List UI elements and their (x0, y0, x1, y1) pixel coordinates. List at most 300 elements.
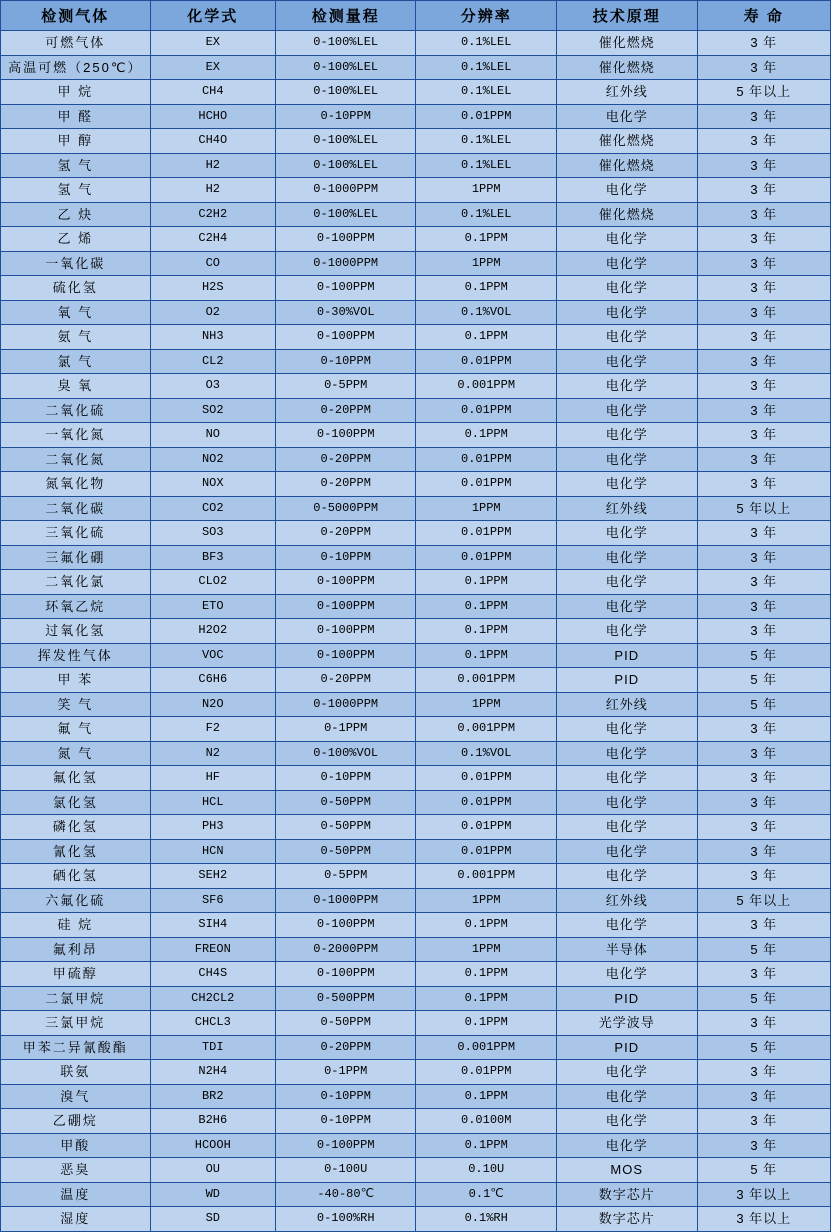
cell-detection-range: 0-30%VOL (275, 300, 416, 325)
cell-detection-range: 0-1000PPM (275, 251, 416, 276)
cell-technical-principle: 数字芯片 (556, 1182, 697, 1207)
cell-chemical-formula: H2 (150, 153, 275, 178)
cell-technical-principle: PID (556, 1035, 697, 1060)
cell-resolution: 0.10U (416, 1158, 557, 1183)
cell-lifetime: 3 年 (697, 521, 831, 546)
cell-detection-range: 0-100PPM (275, 643, 416, 668)
cell-technical-principle: 电化学 (556, 790, 697, 815)
cell-resolution: 0.1%LEL (416, 202, 557, 227)
cell-lifetime: 3 年 (697, 325, 831, 350)
cell-resolution: 0.1PPM (416, 227, 557, 252)
cell-chemical-formula: O2 (150, 300, 275, 325)
cell-lifetime: 5 年 (697, 937, 831, 962)
table-row (1, 202, 831, 227)
cell-chemical-formula: SO3 (150, 521, 275, 546)
cell-detection-range: 0-10PPM (275, 766, 416, 791)
cell-resolution: 1PPM (416, 888, 557, 913)
cell-gas-name: 一氧化碳 (1, 251, 151, 276)
cell-lifetime: 3 年 (697, 619, 831, 644)
table-row (1, 766, 831, 791)
cell-detection-range: 0-100PPM (275, 325, 416, 350)
table-row (1, 913, 831, 938)
table-row (1, 692, 831, 717)
table-row (1, 153, 831, 178)
cell-detection-range: 0-100%LEL (275, 80, 416, 105)
cell-gas-name: 乙 炔 (1, 202, 151, 227)
cell-lifetime: 3 年 (697, 447, 831, 472)
cell-resolution: 0.001PPM (416, 864, 557, 889)
cell-technical-principle: 数字芯片 (556, 1207, 697, 1232)
cell-technical-principle: 电化学 (556, 104, 697, 129)
cell-lifetime: 5 年 (697, 1035, 831, 1060)
cell-lifetime: 3 年 (697, 472, 831, 497)
cell-chemical-formula: WD (150, 1182, 275, 1207)
cell-chemical-formula: F2 (150, 717, 275, 742)
cell-resolution: 0.1PPM (416, 986, 557, 1011)
cell-resolution: 0.1%LEL (416, 153, 557, 178)
cell-technical-principle: 电化学 (556, 1060, 697, 1085)
cell-lifetime: 3 年 (697, 55, 831, 80)
cell-gas-name: 甲 烷 (1, 80, 151, 105)
cell-resolution: 1PPM (416, 692, 557, 717)
cell-detection-range: 0-20PPM (275, 521, 416, 546)
cell-detection-range: 0-2000PPM (275, 937, 416, 962)
cell-chemical-formula: HCOOH (150, 1133, 275, 1158)
cell-lifetime: 3 年 (697, 178, 831, 203)
cell-chemical-formula: HCHO (150, 104, 275, 129)
table-row (1, 570, 831, 595)
cell-resolution: 0.1PPM (416, 594, 557, 619)
cell-technical-principle: 催化燃烧 (556, 31, 697, 56)
table-row (1, 129, 831, 154)
cell-chemical-formula: CH4S (150, 962, 275, 987)
cell-gas-name: 溴气 (1, 1084, 151, 1109)
cell-chemical-formula: C2H2 (150, 202, 275, 227)
cell-technical-principle: 电化学 (556, 815, 697, 840)
cell-lifetime: 3 年 (697, 300, 831, 325)
cell-detection-range: 0-50PPM (275, 815, 416, 840)
cell-technical-principle: 电化学 (556, 913, 697, 938)
cell-chemical-formula: O3 (150, 374, 275, 399)
cell-lifetime: 3 年 (697, 1084, 831, 1109)
cell-resolution: 0.1PPM (416, 913, 557, 938)
cell-gas-name: 硅 烷 (1, 913, 151, 938)
table-row (1, 839, 831, 864)
cell-resolution: 0.1%LEL (416, 129, 557, 154)
cell-detection-range: 0-20PPM (275, 472, 416, 497)
cell-detection-range: 0-100PPM (275, 570, 416, 595)
cell-gas-name: 二氧化碳 (1, 496, 151, 521)
cell-detection-range: 0-100PPM (275, 594, 416, 619)
cell-detection-range: 0-5PPM (275, 374, 416, 399)
cell-gas-name: 二氧化氮 (1, 447, 151, 472)
cell-detection-range: 0-100%LEL (275, 129, 416, 154)
table-header (1, 1, 831, 31)
cell-detection-range: 0-10PPM (275, 104, 416, 129)
cell-technical-principle: PID (556, 986, 697, 1011)
cell-detection-range: 0-10PPM (275, 545, 416, 570)
cell-detection-range: 0-1000PPM (275, 692, 416, 717)
cell-lifetime: 3 年 (697, 717, 831, 742)
cell-resolution: 0.001PPM (416, 668, 557, 693)
cell-detection-range: 0-100%LEL (275, 202, 416, 227)
table-row (1, 104, 831, 129)
cell-technical-principle: 电化学 (556, 619, 697, 644)
cell-detection-range: 0-1PPM (275, 1060, 416, 1085)
cell-lifetime: 3 年 (697, 227, 831, 252)
table-row (1, 962, 831, 987)
column-header-principle: 技术原理 (556, 1, 697, 31)
cell-chemical-formula: H2O2 (150, 619, 275, 644)
cell-resolution: 0.1PPM (416, 1084, 557, 1109)
cell-detection-range: 0-500PPM (275, 986, 416, 1011)
table-row (1, 717, 831, 742)
cell-chemical-formula: FREON (150, 937, 275, 962)
cell-detection-range: 0-100PPM (275, 276, 416, 301)
cell-chemical-formula: N2H4 (150, 1060, 275, 1085)
cell-technical-principle: 催化燃烧 (556, 129, 697, 154)
table-row (1, 741, 831, 766)
cell-technical-principle: 电化学 (556, 1109, 697, 1134)
cell-resolution: 0.001PPM (416, 1035, 557, 1060)
table-row (1, 325, 831, 350)
cell-resolution: 0.01PPM (416, 1060, 557, 1085)
cell-chemical-formula: C2H4 (150, 227, 275, 252)
cell-resolution: 0.1%LEL (416, 55, 557, 80)
cell-gas-name: 六氟化硫 (1, 888, 151, 913)
cell-detection-range: 0-10PPM (275, 349, 416, 374)
cell-lifetime: 5 年 (697, 692, 831, 717)
cell-chemical-formula: H2 (150, 178, 275, 203)
cell-detection-range: 0-20PPM (275, 668, 416, 693)
cell-lifetime: 3 年 (697, 815, 831, 840)
cell-technical-principle: 电化学 (556, 1084, 697, 1109)
column-header-range: 检测量程 (275, 1, 416, 31)
cell-lifetime: 5 年以上 (697, 888, 831, 913)
column-header-resolution: 分辨率 (416, 1, 557, 31)
cell-gas-name: 氟 气 (1, 717, 151, 742)
cell-chemical-formula: TDI (150, 1035, 275, 1060)
cell-resolution: 0.01PPM (416, 104, 557, 129)
cell-technical-principle: 红外线 (556, 80, 697, 105)
cell-chemical-formula: CO (150, 251, 275, 276)
cell-chemical-formula: PH3 (150, 815, 275, 840)
cell-lifetime: 3 年以上 (697, 1207, 831, 1232)
cell-lifetime: 3 年 (697, 1133, 831, 1158)
cell-chemical-formula: N2O (150, 692, 275, 717)
cell-lifetime: 3 年 (697, 594, 831, 619)
cell-gas-name: 氨 气 (1, 325, 151, 350)
column-header-formula: 化学式 (150, 1, 275, 31)
cell-chemical-formula: B2H6 (150, 1109, 275, 1134)
cell-technical-principle: 电化学 (556, 717, 697, 742)
table-row (1, 447, 831, 472)
cell-technical-principle: 电化学 (556, 594, 697, 619)
cell-chemical-formula: OU (150, 1158, 275, 1183)
cell-detection-range: 0-20PPM (275, 447, 416, 472)
cell-resolution: 1PPM (416, 496, 557, 521)
table-header-row (1, 1, 831, 31)
cell-technical-principle: 红外线 (556, 888, 697, 913)
cell-lifetime: 3 年 (697, 962, 831, 987)
cell-chemical-formula: CHCL3 (150, 1011, 275, 1036)
cell-technical-principle: 电化学 (556, 374, 697, 399)
cell-gas-name: 硫化氢 (1, 276, 151, 301)
cell-chemical-formula: CH2CL2 (150, 986, 275, 1011)
cell-lifetime: 3 年 (697, 31, 831, 56)
cell-resolution: 0.1PPM (416, 1011, 557, 1036)
cell-chemical-formula: SEH2 (150, 864, 275, 889)
table-row (1, 496, 831, 521)
cell-resolution: 0.01PPM (416, 398, 557, 423)
cell-detection-range: 0-5000PPM (275, 496, 416, 521)
cell-lifetime: 3 年 (697, 398, 831, 423)
cell-detection-range: 0-100%LEL (275, 31, 416, 56)
cell-resolution: 0.1%LEL (416, 80, 557, 105)
cell-technical-principle: 电化学 (556, 521, 697, 546)
table-row (1, 937, 831, 962)
cell-technical-principle: 光学波导 (556, 1011, 697, 1036)
cell-gas-name: 氢 气 (1, 178, 151, 203)
column-header-lifetime: 寿 命 (697, 1, 831, 31)
cell-resolution: 0.1PPM (416, 325, 557, 350)
cell-resolution: 0.01PPM (416, 472, 557, 497)
cell-gas-name: 笑 气 (1, 692, 151, 717)
cell-gas-name: 乙 烯 (1, 227, 151, 252)
table-row (1, 521, 831, 546)
cell-lifetime: 3 年 (697, 741, 831, 766)
cell-detection-range: 0-100PPM (275, 423, 416, 448)
cell-chemical-formula: NOX (150, 472, 275, 497)
cell-gas-name: 磷化氢 (1, 815, 151, 840)
cell-lifetime: 3 年 (697, 129, 831, 154)
table-row (1, 1133, 831, 1158)
cell-detection-range: 0-100%VOL (275, 741, 416, 766)
cell-technical-principle: 电化学 (556, 741, 697, 766)
cell-resolution: 0.001PPM (416, 717, 557, 742)
cell-chemical-formula: CO2 (150, 496, 275, 521)
cell-lifetime: 3 年 (697, 1011, 831, 1036)
cell-lifetime: 3 年 (697, 349, 831, 374)
cell-lifetime: 3 年 (697, 153, 831, 178)
cell-technical-principle: 催化燃烧 (556, 55, 697, 80)
cell-resolution: 0.1%VOL (416, 300, 557, 325)
cell-detection-range: 0-100PPM (275, 619, 416, 644)
table-row (1, 80, 831, 105)
table-row (1, 790, 831, 815)
cell-resolution: 0.1PPM (416, 643, 557, 668)
cell-technical-principle: 电化学 (556, 570, 697, 595)
cell-gas-name: 硒化氢 (1, 864, 151, 889)
cell-gas-name: 甲 醛 (1, 104, 151, 129)
cell-gas-name: 氟化氢 (1, 766, 151, 791)
cell-resolution: 0.01PPM (416, 521, 557, 546)
cell-lifetime: 3 年 (697, 104, 831, 129)
cell-resolution: 0.01PPM (416, 815, 557, 840)
cell-gas-name: 过氧化氢 (1, 619, 151, 644)
cell-lifetime: 3 年 (697, 545, 831, 570)
table-row (1, 1182, 831, 1207)
cell-chemical-formula: SIH4 (150, 913, 275, 938)
cell-gas-name: 可燃气体 (1, 31, 151, 56)
cell-resolution: 0.1PPM (416, 1133, 557, 1158)
cell-lifetime: 5 年以上 (697, 496, 831, 521)
table-row (1, 668, 831, 693)
cell-gas-name: 氟利昂 (1, 937, 151, 962)
table-row (1, 1035, 831, 1060)
table-row (1, 1084, 831, 1109)
cell-chemical-formula: CH4 (150, 80, 275, 105)
cell-chemical-formula: SD (150, 1207, 275, 1232)
cell-technical-principle: 电化学 (556, 447, 697, 472)
cell-detection-range: 0-100%RH (275, 1207, 416, 1232)
cell-gas-name: 乙硼烷 (1, 1109, 151, 1134)
cell-technical-principle: 催化燃烧 (556, 202, 697, 227)
table-row (1, 1011, 831, 1036)
table-row (1, 276, 831, 301)
table-row (1, 398, 831, 423)
cell-resolution: 1PPM (416, 251, 557, 276)
column-header-gas: 检测气体 (1, 1, 151, 31)
cell-gas-name: 二氯甲烷 (1, 986, 151, 1011)
cell-technical-principle: 电化学 (556, 864, 697, 889)
table-row (1, 178, 831, 203)
cell-resolution: 0.1PPM (416, 962, 557, 987)
cell-gas-name: 甲苯二异氰酸酯 (1, 1035, 151, 1060)
table-body (1, 31, 831, 1232)
cell-technical-principle: 电化学 (556, 472, 697, 497)
cell-lifetime: 5 年 (697, 1158, 831, 1183)
cell-lifetime: 3 年 (697, 766, 831, 791)
cell-resolution: 0.01PPM (416, 790, 557, 815)
cell-resolution: 0.01PPM (416, 839, 557, 864)
cell-gas-name: 三氟化硼 (1, 545, 151, 570)
cell-gas-name: 氮氧化物 (1, 472, 151, 497)
cell-gas-name: 氯 气 (1, 349, 151, 374)
cell-chemical-formula: SF6 (150, 888, 275, 913)
cell-chemical-formula: HCN (150, 839, 275, 864)
table-row (1, 1109, 831, 1134)
cell-detection-range: 0-1PPM (275, 717, 416, 742)
cell-technical-principle: 电化学 (556, 178, 697, 203)
cell-lifetime: 3 年 (697, 251, 831, 276)
table-row (1, 472, 831, 497)
cell-gas-name: 温度 (1, 1182, 151, 1207)
cell-technical-principle: 电化学 (556, 227, 697, 252)
cell-chemical-formula: NO (150, 423, 275, 448)
cell-technical-principle: PID (556, 668, 697, 693)
cell-technical-principle: 电化学 (556, 962, 697, 987)
cell-technical-principle: PID (556, 643, 697, 668)
cell-gas-name: 高温可燃（250℃） (1, 55, 151, 80)
cell-gas-name: 二氧化硫 (1, 398, 151, 423)
cell-lifetime: 3 年 (697, 839, 831, 864)
cell-lifetime: 5 年以上 (697, 80, 831, 105)
cell-chemical-formula: CH4O (150, 129, 275, 154)
cell-resolution: 1PPM (416, 937, 557, 962)
cell-lifetime: 3 年 (697, 864, 831, 889)
cell-lifetime: 3 年 (697, 570, 831, 595)
cell-gas-name: 环氧乙烷 (1, 594, 151, 619)
cell-chemical-formula: SO2 (150, 398, 275, 423)
table-row (1, 986, 831, 1011)
table-row (1, 374, 831, 399)
cell-detection-range: 0-100PPM (275, 1133, 416, 1158)
cell-detection-range: 0-1000PPM (275, 888, 416, 913)
cell-chemical-formula: C6H6 (150, 668, 275, 693)
cell-gas-name: 二氧化氯 (1, 570, 151, 595)
cell-technical-principle: 电化学 (556, 251, 697, 276)
cell-resolution: 0.1PPM (416, 570, 557, 595)
cell-chemical-formula: ETO (150, 594, 275, 619)
cell-detection-range: 0-5PPM (275, 864, 416, 889)
table-row (1, 423, 831, 448)
cell-gas-name: 氮 气 (1, 741, 151, 766)
cell-gas-name: 甲酸 (1, 1133, 151, 1158)
cell-gas-name: 氯化氢 (1, 790, 151, 815)
cell-chemical-formula: VOC (150, 643, 275, 668)
cell-detection-range: 0-100%LEL (275, 153, 416, 178)
cell-chemical-formula: N2 (150, 741, 275, 766)
cell-detection-range: -40-80℃ (275, 1182, 416, 1207)
cell-resolution: 0.1PPM (416, 619, 557, 644)
cell-gas-name: 臭 氧 (1, 374, 151, 399)
table-row (1, 300, 831, 325)
cell-gas-name: 三氧化硫 (1, 521, 151, 546)
cell-technical-principle: 电化学 (556, 1133, 697, 1158)
cell-technical-principle: 电化学 (556, 349, 697, 374)
cell-detection-range: 0-10PPM (275, 1084, 416, 1109)
cell-resolution: 0.1℃ (416, 1182, 557, 1207)
cell-detection-range: 0-20PPM (275, 1035, 416, 1060)
cell-technical-principle: 半导体 (556, 937, 697, 962)
cell-chemical-formula: NO2 (150, 447, 275, 472)
cell-chemical-formula: CLO2 (150, 570, 275, 595)
cell-gas-name: 氢 气 (1, 153, 151, 178)
table-row (1, 1207, 831, 1232)
cell-resolution: 0.001PPM (416, 374, 557, 399)
cell-resolution: 0.01PPM (416, 545, 557, 570)
table-row (1, 1158, 831, 1183)
cell-gas-name: 氧 气 (1, 300, 151, 325)
cell-chemical-formula: EX (150, 31, 275, 56)
cell-detection-range: 0-10PPM (275, 1109, 416, 1134)
cell-gas-name: 三氯甲烷 (1, 1011, 151, 1036)
cell-chemical-formula: HF (150, 766, 275, 791)
cell-gas-name: 恶臭 (1, 1158, 151, 1183)
cell-lifetime: 3 年 (697, 276, 831, 301)
cell-technical-principle: 电化学 (556, 423, 697, 448)
cell-gas-name: 挥发性气体 (1, 643, 151, 668)
cell-resolution: 0.0100M (416, 1109, 557, 1134)
table-row (1, 55, 831, 80)
cell-chemical-formula: BR2 (150, 1084, 275, 1109)
cell-resolution: 0.1%RH (416, 1207, 557, 1232)
cell-lifetime: 5 年 (697, 643, 831, 668)
cell-lifetime: 5 年 (697, 668, 831, 693)
cell-resolution: 0.1%LEL (416, 31, 557, 56)
table-row (1, 545, 831, 570)
cell-technical-principle: 催化燃烧 (556, 153, 697, 178)
cell-resolution: 0.1%VOL (416, 741, 557, 766)
cell-technical-principle: 电化学 (556, 300, 697, 325)
cell-detection-range: 0-20PPM (275, 398, 416, 423)
table-row (1, 349, 831, 374)
table-row (1, 1060, 831, 1085)
cell-technical-principle: 电化学 (556, 325, 697, 350)
cell-chemical-formula: HCL (150, 790, 275, 815)
cell-detection-range: 0-100PPM (275, 227, 416, 252)
